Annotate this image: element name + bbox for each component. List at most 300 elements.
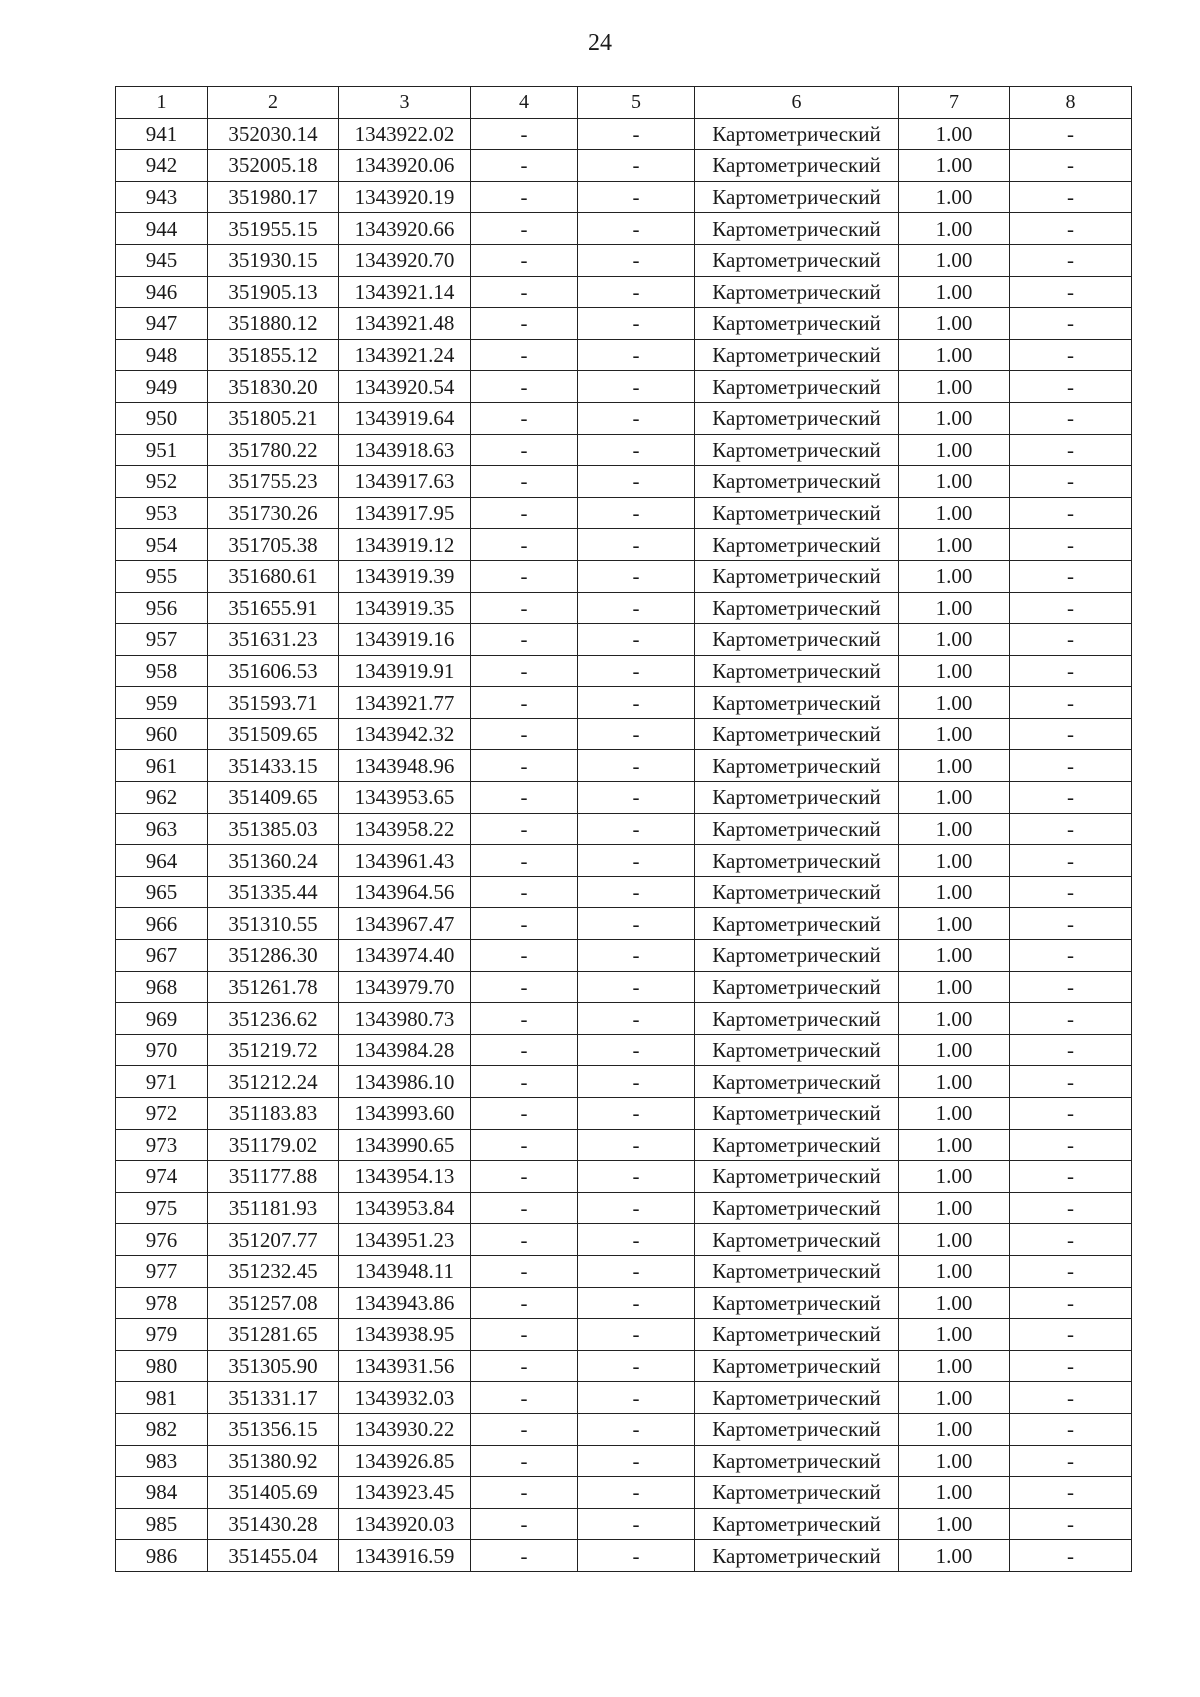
table-row <box>116 1382 1132 1414</box>
col4-cell: - <box>471 371 578 403</box>
method-cell: Картометрический <box>695 1224 899 1256</box>
table-row <box>116 244 1132 276</box>
accuracy-cell: 1.00 <box>899 655 1010 687</box>
y-coordinate-cell: 1343919.64 <box>339 402 471 434</box>
y-coordinate-cell: 1343948.96 <box>339 750 471 782</box>
x-coordinate-cell: 351232.45 <box>208 1255 339 1287</box>
table-row <box>116 1287 1132 1319</box>
y-coordinate-cell: 1343917.95 <box>339 497 471 529</box>
col5-cell: - <box>578 1066 695 1098</box>
method-cell: Картометрический <box>695 1287 899 1319</box>
point-number-cell: 945 <box>116 244 208 276</box>
col5-cell: - <box>578 971 695 1003</box>
table-row <box>116 402 1132 434</box>
accuracy-cell: 1.00 <box>899 876 1010 908</box>
y-coordinate-cell: 1343932.03 <box>339 1382 471 1414</box>
col4-cell: - <box>471 813 578 845</box>
table-row <box>116 213 1132 245</box>
col5-cell: - <box>578 118 695 150</box>
point-number-cell: 985 <box>116 1508 208 1540</box>
col4-cell: - <box>471 1287 578 1319</box>
method-cell: Картометрический <box>695 402 899 434</box>
y-coordinate-cell: 1343986.10 <box>339 1066 471 1098</box>
x-coordinate-cell: 352005.18 <box>208 150 339 182</box>
accuracy-cell: 1.00 <box>899 782 1010 814</box>
method-cell: Картометрический <box>695 1066 899 1098</box>
col5-cell: - <box>578 1224 695 1256</box>
col8-cell: - <box>1010 1003 1132 1035</box>
method-cell: Картометрический <box>695 181 899 213</box>
method-cell: Картометрический <box>695 1192 899 1224</box>
col5-cell: - <box>578 1413 695 1445</box>
col8-cell: - <box>1010 1382 1132 1414</box>
y-coordinate-cell: 1343921.77 <box>339 687 471 719</box>
col8-cell: - <box>1010 1508 1132 1540</box>
x-coordinate-cell: 351680.61 <box>208 560 339 592</box>
method-cell: Картометрический <box>695 940 899 972</box>
accuracy-cell: 1.00 <box>899 1382 1010 1414</box>
method-cell: Картометрический <box>695 150 899 182</box>
col8-cell: - <box>1010 402 1132 434</box>
x-coordinate-cell: 351257.08 <box>208 1287 339 1319</box>
col5-cell: - <box>578 750 695 782</box>
y-coordinate-cell: 1343953.84 <box>339 1192 471 1224</box>
method-cell: Картометрический <box>695 560 899 592</box>
accuracy-cell: 1.00 <box>899 118 1010 150</box>
method-cell: Картометрический <box>695 1508 899 1540</box>
x-coordinate-cell: 351631.23 <box>208 624 339 656</box>
accuracy-cell: 1.00 <box>899 1224 1010 1256</box>
x-coordinate-cell: 351219.72 <box>208 1034 339 1066</box>
point-number-cell: 984 <box>116 1477 208 1509</box>
accuracy-cell: 1.00 <box>899 402 1010 434</box>
method-cell: Картометрический <box>695 276 899 308</box>
col4-cell: - <box>471 244 578 276</box>
point-number-cell: 967 <box>116 940 208 972</box>
x-coordinate-cell: 351606.53 <box>208 655 339 687</box>
point-number-cell: 972 <box>116 1098 208 1130</box>
col8-cell: - <box>1010 244 1132 276</box>
x-coordinate-cell: 351880.12 <box>208 308 339 340</box>
method-cell: Картометрический <box>695 213 899 245</box>
col8-cell: - <box>1010 782 1132 814</box>
accuracy-cell: 1.00 <box>899 1129 1010 1161</box>
x-coordinate-cell: 351955.15 <box>208 213 339 245</box>
col5-cell: - <box>578 813 695 845</box>
col4-cell: - <box>471 971 578 1003</box>
col8-cell: - <box>1010 845 1132 877</box>
y-coordinate-cell: 1343964.56 <box>339 876 471 908</box>
x-coordinate-cell: 351433.15 <box>208 750 339 782</box>
col4-cell: - <box>471 845 578 877</box>
accuracy-cell: 1.00 <box>899 497 1010 529</box>
method-cell: Картометрический <box>695 1477 899 1509</box>
col5-cell: - <box>578 371 695 403</box>
col4-cell: - <box>471 497 578 529</box>
table-header-row <box>116 87 1132 119</box>
col4-cell: - <box>471 1129 578 1161</box>
method-cell: Картометрический <box>695 308 899 340</box>
col4-cell: - <box>471 1255 578 1287</box>
col8-cell: - <box>1010 118 1132 150</box>
col5-cell: - <box>578 402 695 434</box>
col8-cell: - <box>1010 1129 1132 1161</box>
col5-cell: - <box>578 497 695 529</box>
col5-cell: - <box>578 308 695 340</box>
point-number-cell: 978 <box>116 1287 208 1319</box>
table-row <box>116 876 1132 908</box>
col5-cell: - <box>578 1161 695 1193</box>
x-coordinate-cell: 351755.23 <box>208 466 339 498</box>
table-row <box>116 339 1132 371</box>
y-coordinate-cell: 1343954.13 <box>339 1161 471 1193</box>
accuracy-cell: 1.00 <box>899 276 1010 308</box>
table-row <box>116 592 1132 624</box>
point-number-cell: 983 <box>116 1445 208 1477</box>
y-coordinate-cell: 1343930.22 <box>339 1413 471 1445</box>
point-number-cell: 982 <box>116 1413 208 1445</box>
table-row <box>116 1319 1132 1351</box>
col4-cell: - <box>471 750 578 782</box>
method-cell: Картометрический <box>695 624 899 656</box>
col4-cell: - <box>471 940 578 972</box>
x-coordinate-cell: 351212.24 <box>208 1066 339 1098</box>
table-row <box>116 1540 1132 1572</box>
col5-cell: - <box>578 592 695 624</box>
col5-cell: - <box>578 1477 695 1509</box>
x-coordinate-cell: 351593.71 <box>208 687 339 719</box>
table-row <box>116 371 1132 403</box>
table-row <box>116 940 1132 972</box>
method-cell: Картометрический <box>695 750 899 782</box>
method-cell: Картометрический <box>695 782 899 814</box>
col8-cell: - <box>1010 560 1132 592</box>
method-cell: Картометрический <box>695 687 899 719</box>
col5-cell: - <box>578 529 695 561</box>
table-row <box>116 1224 1132 1256</box>
point-number-cell: 947 <box>116 308 208 340</box>
col8-cell: - <box>1010 1034 1132 1066</box>
page-number: 24 <box>588 30 612 56</box>
table-row <box>116 1255 1132 1287</box>
point-number-cell: 954 <box>116 529 208 561</box>
method-cell: Картометрический <box>695 339 899 371</box>
point-number-cell: 957 <box>116 624 208 656</box>
accuracy-cell: 1.00 <box>899 908 1010 940</box>
y-coordinate-cell: 1343923.45 <box>339 1477 471 1509</box>
col4-cell: - <box>471 1382 578 1414</box>
col8-cell: - <box>1010 876 1132 908</box>
point-number-cell: 950 <box>116 402 208 434</box>
point-number-cell: 965 <box>116 876 208 908</box>
method-cell: Картометрический <box>695 1034 899 1066</box>
col8-cell: - <box>1010 150 1132 182</box>
col4-cell: - <box>471 181 578 213</box>
point-number-cell: 952 <box>116 466 208 498</box>
method-cell: Картометрический <box>695 434 899 466</box>
point-number-cell: 961 <box>116 750 208 782</box>
col4-cell: - <box>471 592 578 624</box>
header-cell: 6 <box>695 87 899 119</box>
point-number-cell: 976 <box>116 1224 208 1256</box>
method-cell: Картометрический <box>695 1540 899 1572</box>
col8-cell: - <box>1010 908 1132 940</box>
accuracy-cell: 1.00 <box>899 1098 1010 1130</box>
point-number-cell: 951 <box>116 434 208 466</box>
point-number-cell: 969 <box>116 1003 208 1035</box>
col5-cell: - <box>578 1003 695 1035</box>
point-number-cell: 971 <box>116 1066 208 1098</box>
col4-cell: - <box>471 402 578 434</box>
accuracy-cell: 1.00 <box>899 1413 1010 1445</box>
col4-cell: - <box>471 339 578 371</box>
x-coordinate-cell: 351980.17 <box>208 181 339 213</box>
method-cell: Картометрический <box>695 466 899 498</box>
point-number-cell: 979 <box>116 1319 208 1351</box>
y-coordinate-cell: 1343980.73 <box>339 1003 471 1035</box>
method-cell: Картометрический <box>695 497 899 529</box>
col8-cell: - <box>1010 1255 1132 1287</box>
y-coordinate-cell: 1343951.23 <box>339 1224 471 1256</box>
table-row <box>116 1477 1132 1509</box>
point-number-cell: 959 <box>116 687 208 719</box>
col4-cell: - <box>471 560 578 592</box>
y-coordinate-cell: 1343953.65 <box>339 782 471 814</box>
method-cell: Картометрический <box>695 718 899 750</box>
method-cell: Картометрический <box>695 1098 899 1130</box>
table-row <box>116 529 1132 561</box>
method-cell: Картометрический <box>695 592 899 624</box>
method-cell: Картометрический <box>695 244 899 276</box>
y-coordinate-cell: 1343920.66 <box>339 213 471 245</box>
table-row <box>116 276 1132 308</box>
accuracy-cell: 1.00 <box>899 1192 1010 1224</box>
method-cell: Картометрический <box>695 876 899 908</box>
col4-cell: - <box>471 1445 578 1477</box>
point-number-cell: 960 <box>116 718 208 750</box>
method-cell: Картометрический <box>695 1255 899 1287</box>
x-coordinate-cell: 351855.12 <box>208 339 339 371</box>
y-coordinate-cell: 1343919.35 <box>339 592 471 624</box>
accuracy-cell: 1.00 <box>899 971 1010 1003</box>
col5-cell: - <box>578 466 695 498</box>
col8-cell: - <box>1010 813 1132 845</box>
y-coordinate-cell: 1343920.03 <box>339 1508 471 1540</box>
col5-cell: - <box>578 940 695 972</box>
method-cell: Картометрический <box>695 908 899 940</box>
x-coordinate-cell: 351335.44 <box>208 876 339 908</box>
col5-cell: - <box>578 624 695 656</box>
col4-cell: - <box>471 655 578 687</box>
table-row <box>116 1129 1132 1161</box>
point-number-cell: 953 <box>116 497 208 529</box>
col5-cell: - <box>578 1034 695 1066</box>
col8-cell: - <box>1010 529 1132 561</box>
col5-cell: - <box>578 718 695 750</box>
point-number-cell: 942 <box>116 150 208 182</box>
table-row <box>116 687 1132 719</box>
col5-cell: - <box>578 181 695 213</box>
table-body <box>116 87 1132 1572</box>
col8-cell: - <box>1010 1224 1132 1256</box>
y-coordinate-cell: 1343919.16 <box>339 624 471 656</box>
method-cell: Картометрический <box>695 1003 899 1035</box>
x-coordinate-cell: 351310.55 <box>208 908 339 940</box>
col5-cell: - <box>578 782 695 814</box>
col5-cell: - <box>578 1192 695 1224</box>
method-cell: Картометрический <box>695 813 899 845</box>
col5-cell: - <box>578 560 695 592</box>
table-row <box>116 181 1132 213</box>
table-row <box>116 1161 1132 1193</box>
table-row <box>116 118 1132 150</box>
x-coordinate-cell: 351930.15 <box>208 244 339 276</box>
point-number-cell: 944 <box>116 213 208 245</box>
col5-cell: - <box>578 244 695 276</box>
accuracy-cell: 1.00 <box>899 813 1010 845</box>
x-coordinate-cell: 351655.91 <box>208 592 339 624</box>
method-cell: Картометрический <box>695 1161 899 1193</box>
col4-cell: - <box>471 1477 578 1509</box>
accuracy-cell: 1.00 <box>899 1445 1010 1477</box>
accuracy-cell: 1.00 <box>899 150 1010 182</box>
col5-cell: - <box>578 1540 695 1572</box>
col8-cell: - <box>1010 624 1132 656</box>
x-coordinate-cell: 351905.13 <box>208 276 339 308</box>
y-coordinate-cell: 1343974.40 <box>339 940 471 972</box>
col4-cell: - <box>471 1192 578 1224</box>
col8-cell: - <box>1010 339 1132 371</box>
accuracy-cell: 1.00 <box>899 624 1010 656</box>
accuracy-cell: 1.00 <box>899 560 1010 592</box>
x-coordinate-cell: 351830.20 <box>208 371 339 403</box>
x-coordinate-cell: 351286.30 <box>208 940 339 972</box>
col8-cell: - <box>1010 1287 1132 1319</box>
accuracy-cell: 1.00 <box>899 529 1010 561</box>
col5-cell: - <box>578 1287 695 1319</box>
table-row <box>116 718 1132 750</box>
y-coordinate-cell: 1343919.12 <box>339 529 471 561</box>
col4-cell: - <box>471 213 578 245</box>
method-cell: Картометрический <box>695 371 899 403</box>
point-number-cell: 966 <box>116 908 208 940</box>
table-row <box>116 1192 1132 1224</box>
col5-cell: - <box>578 1382 695 1414</box>
header-cell: 2 <box>208 87 339 119</box>
accuracy-cell: 1.00 <box>899 371 1010 403</box>
point-number-cell: 963 <box>116 813 208 845</box>
point-number-cell: 964 <box>116 845 208 877</box>
col4-cell: - <box>471 1003 578 1035</box>
accuracy-cell: 1.00 <box>899 1003 1010 1035</box>
col5-cell: - <box>578 1098 695 1130</box>
method-cell: Картометрический <box>695 1350 899 1382</box>
accuracy-cell: 1.00 <box>899 466 1010 498</box>
x-coordinate-cell: 351360.24 <box>208 845 339 877</box>
point-number-cell: 974 <box>116 1161 208 1193</box>
x-coordinate-cell: 351261.78 <box>208 971 339 1003</box>
x-coordinate-cell: 351380.92 <box>208 1445 339 1477</box>
col8-cell: - <box>1010 718 1132 750</box>
col5-cell: - <box>578 1319 695 1351</box>
x-coordinate-cell: 351305.90 <box>208 1350 339 1382</box>
col8-cell: - <box>1010 687 1132 719</box>
x-coordinate-cell: 351730.26 <box>208 497 339 529</box>
method-cell: Картометрический <box>695 1445 899 1477</box>
x-coordinate-cell: 351356.15 <box>208 1413 339 1445</box>
col4-cell: - <box>471 118 578 150</box>
y-coordinate-cell: 1343961.43 <box>339 845 471 877</box>
accuracy-cell: 1.00 <box>899 718 1010 750</box>
col4-cell: - <box>471 908 578 940</box>
col5-cell: - <box>578 213 695 245</box>
point-number-cell: 980 <box>116 1350 208 1382</box>
point-number-cell: 962 <box>116 782 208 814</box>
table-row <box>116 750 1132 782</box>
col8-cell: - <box>1010 497 1132 529</box>
accuracy-cell: 1.00 <box>899 434 1010 466</box>
col5-cell: - <box>578 1129 695 1161</box>
table-row <box>116 466 1132 498</box>
y-coordinate-cell: 1343920.19 <box>339 181 471 213</box>
col8-cell: - <box>1010 750 1132 782</box>
col4-cell: - <box>471 1508 578 1540</box>
col8-cell: - <box>1010 181 1132 213</box>
x-coordinate-cell: 351385.03 <box>208 813 339 845</box>
point-number-cell: 970 <box>116 1034 208 1066</box>
y-coordinate-cell: 1343942.32 <box>339 718 471 750</box>
x-coordinate-cell: 351455.04 <box>208 1540 339 1572</box>
y-coordinate-cell: 1343919.91 <box>339 655 471 687</box>
col4-cell: - <box>471 1319 578 1351</box>
table-row <box>116 1350 1132 1382</box>
table-row <box>116 1413 1132 1445</box>
table-row <box>116 1066 1132 1098</box>
table-row <box>116 813 1132 845</box>
table-row <box>116 150 1132 182</box>
y-coordinate-cell: 1343967.47 <box>339 908 471 940</box>
y-coordinate-cell: 1343984.28 <box>339 1034 471 1066</box>
col4-cell: - <box>471 1066 578 1098</box>
header-cell: 7 <box>899 87 1010 119</box>
y-coordinate-cell: 1343920.54 <box>339 371 471 403</box>
col5-cell: - <box>578 1445 695 1477</box>
col5-cell: - <box>578 339 695 371</box>
accuracy-cell: 1.00 <box>899 181 1010 213</box>
y-coordinate-cell: 1343938.95 <box>339 1319 471 1351</box>
col8-cell: - <box>1010 1192 1132 1224</box>
x-coordinate-cell: 351236.62 <box>208 1003 339 1035</box>
col8-cell: - <box>1010 1319 1132 1351</box>
point-number-cell: 986 <box>116 1540 208 1572</box>
col4-cell: - <box>471 434 578 466</box>
col4-cell: - <box>471 1350 578 1382</box>
col5-cell: - <box>578 1350 695 1382</box>
x-coordinate-cell: 351509.65 <box>208 718 339 750</box>
x-coordinate-cell: 351409.65 <box>208 782 339 814</box>
col5-cell: - <box>578 434 695 466</box>
col8-cell: - <box>1010 655 1132 687</box>
accuracy-cell: 1.00 <box>899 244 1010 276</box>
accuracy-cell: 1.00 <box>899 308 1010 340</box>
table-row <box>116 1034 1132 1066</box>
table-row <box>116 971 1132 1003</box>
accuracy-cell: 1.00 <box>899 592 1010 624</box>
col4-cell: - <box>471 276 578 308</box>
accuracy-cell: 1.00 <box>899 1508 1010 1540</box>
col8-cell: - <box>1010 213 1132 245</box>
col4-cell: - <box>471 876 578 908</box>
